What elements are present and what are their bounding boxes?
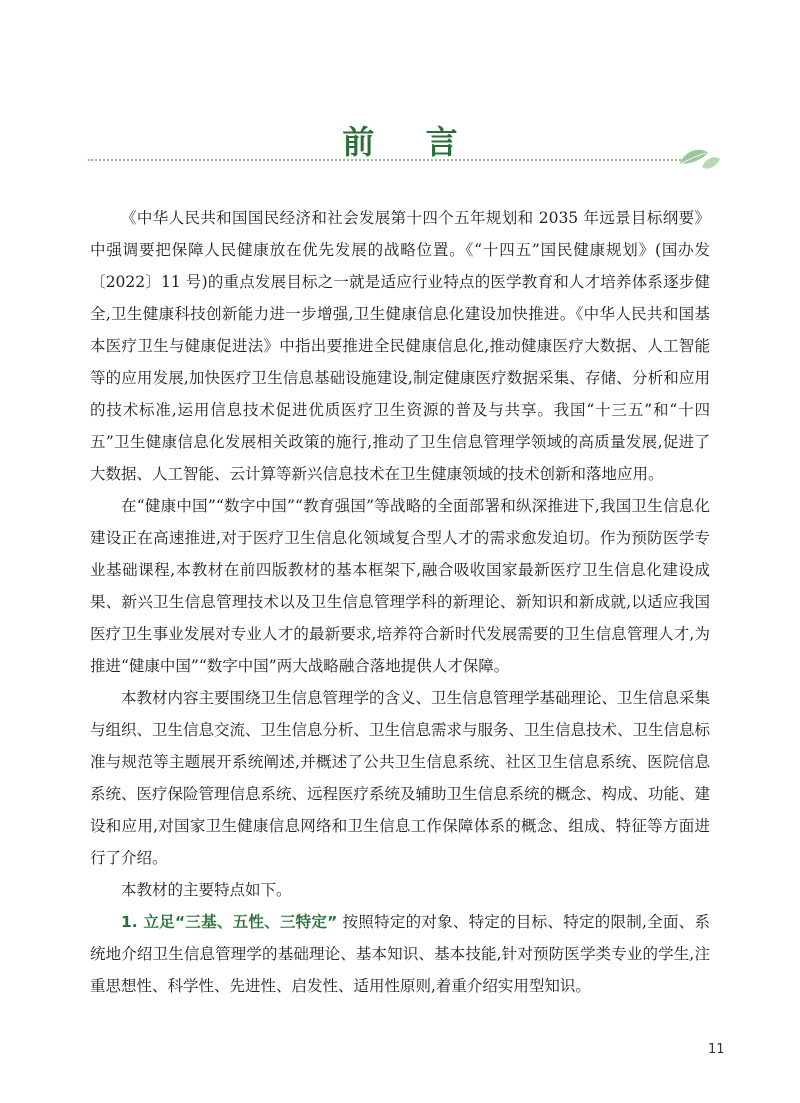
preface-body xyxy=(90,202,710,1002)
paragraph: 在“健康中国”“数字中国”“教育强国”等战略的全面部署和纵深推进下,我国卫生信息化建设正在高速推进,对于医疗卫生信息化领域复合型人才的需求愈发迫切。作为预防医学专业基础课程,本教材在前四版教材的基本框架下,融合吸收国家最新医疗卫生信息化建设成果、新兴卫生信息管理技术以及卫生信息管理学科的新理论、新知识和新成就,以适应我国医疗卫生事业发展对专业人才的最新要求,培养符合新时代发展需要的卫生信息管理人才,为推进“健康中国”“数字中国”两大战略融合落地提供人才保障。 xyxy=(90,497,710,675)
paragraph: 本教材的主要特点如下。 xyxy=(121,881,292,899)
paragraph: 《中华人民共和国国民经济和社会发展第十四个五年规划和 2035 年远景目标纲要》中强调要把保障人民健康放在优先发展的战略位置。《“十四五”国民健康规划》(国办发〔2022〕11 号)的重点发展目标之一就是适应行业特点的医学教育和人才培养体系逐步健全,卫生健康科技创新能力进一步增强,卫生健康信息化建设加快推进。《中华人民共和国基本医疗卫生与健康促进法》中指出要推进全民健康信息化,推动健康医疗大数据、人工智能等的应用发展,加快医疗卫生信息基础设施建设,制定健康医疗数据采集、存储、分析和应用的技术标准,运用信息技术促进优质医疗卫生资源的普及与共享。我国“十三五”和“十四五”卫生健康信息化发展相关政策的施行,推动了卫生信息管理学领域的高质量发展,促进了大数据、人工智能、云计算等新兴信息技术在卫生健康领域的技术创新和落地应用。 xyxy=(90,209,710,483)
feature-heading: 1. 立足“三基、五性、三特定” xyxy=(121,913,338,931)
page-number: 11 xyxy=(708,1042,725,1057)
feature-paragraph xyxy=(90,906,710,1002)
paragraph: 本教材内容主要围绕卫生信息管理学的含义、卫生信息管理学基础理论、卫生信息采集与组织、卫生信息交流、卫生信息分析、卫生信息需求与服务、卫生信息技术、卫生信息标准与规范等主题展开系统阐述,并概述了公共卫生信息系统、社区卫生信息系统、医院信息系统、医疗保险管理信息系统、远程医疗系统及辅助卫生信息系统的概念、构成、功能、建设和应用,对国家卫生健康信息网络和卫生信息工作保障体系的概念、组成、特征等方面进行了介绍。 xyxy=(90,689,711,867)
page-title: 前 言 xyxy=(342,123,478,162)
leaf-icon xyxy=(676,143,722,179)
feature-text: 按照特定的对象、特定的目标、特定的限制,全面、系统地介绍卫生信息管理学的基础理论、基本知识、基本技能,针对预防医学类专业的学生,注重思想性、科学性、先进性、启发性、适用性原则,着重介绍实用型知识。 xyxy=(90,913,710,995)
title-divider xyxy=(88,159,688,161)
